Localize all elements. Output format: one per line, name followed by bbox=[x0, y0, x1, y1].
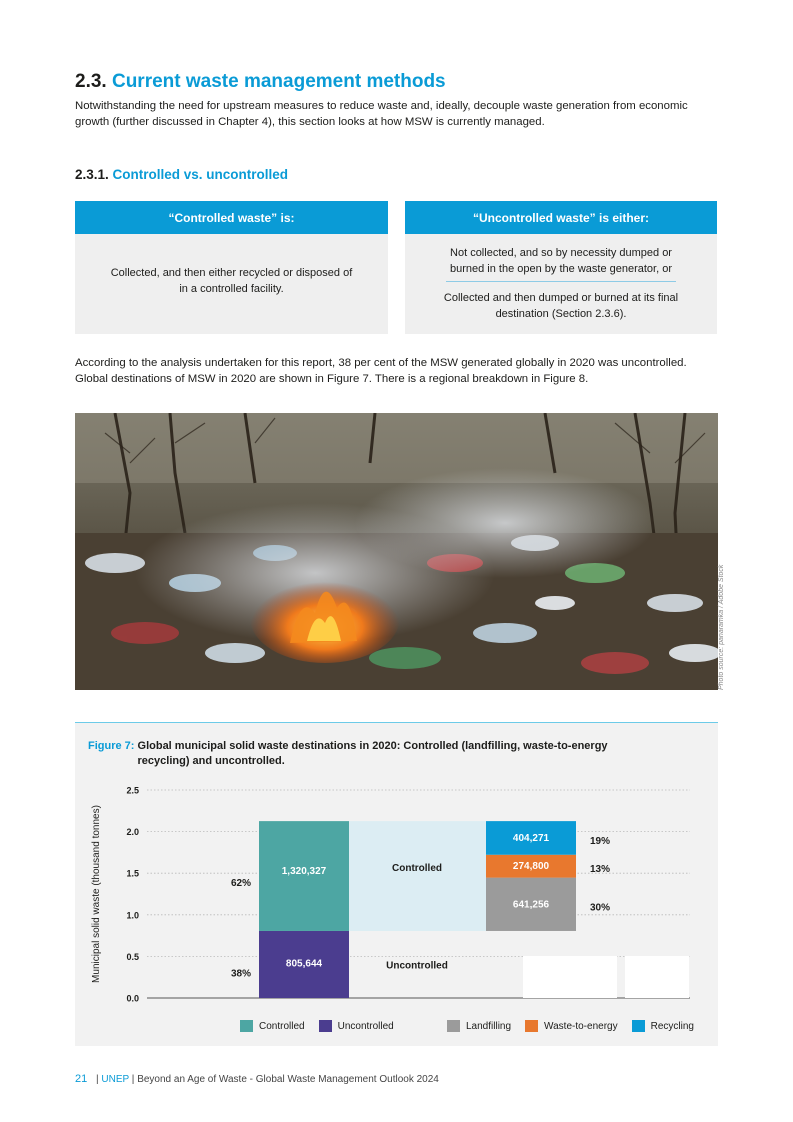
legend-swatch-uncontrolled bbox=[319, 1020, 332, 1032]
legend-swatch-waste-to-energy bbox=[525, 1020, 538, 1032]
legend-item-uncontrolled bbox=[319, 1020, 394, 1032]
band-label-controlled: Controlled bbox=[392, 862, 442, 874]
legend-swatch-recycling bbox=[632, 1020, 645, 1032]
legend-label-uncontrolled: Uncontrolled bbox=[337, 1020, 394, 1032]
subsection-number: 2.3.1. bbox=[75, 167, 109, 182]
figure-title: Global municipal solid waste destinations in 2020: Controlled (landfilling, waste-to-energy recycling) and uncontrolled. bbox=[137, 740, 608, 767]
y-axis-label: Municipal solid waste (thousand tonnes) bbox=[91, 805, 102, 983]
section-number: 2.3. bbox=[75, 71, 107, 92]
section-heading bbox=[75, 71, 446, 93]
subsection-title: Controlled vs. uncontrolled bbox=[112, 167, 289, 182]
figure-label: Figure 7: bbox=[88, 740, 135, 752]
data-label-controlled: 1,320,327 bbox=[281, 866, 327, 878]
controlled-box-text: Collected, and then either recycled or disposed of in a controlled facility. bbox=[110, 267, 353, 295]
section-title: Current waste management methods bbox=[111, 71, 446, 92]
footer-separator: | bbox=[129, 1074, 138, 1085]
percent-label-uncontrolled: 38% bbox=[230, 968, 251, 980]
data-label-waste-to-energy: 274,800 bbox=[512, 861, 550, 873]
controlled-box-heading: “Controlled waste” is: bbox=[75, 201, 388, 234]
percent-label-controlled: 62% bbox=[230, 878, 251, 890]
y-tick-label: 2.0 bbox=[126, 827, 139, 838]
uncontrolled-option-a: Not collected, and so by necessity dumped or burned in the open by the waste generator, or bbox=[450, 247, 672, 275]
y-tick-label: 1.0 bbox=[126, 910, 139, 921]
box-divider bbox=[446, 281, 676, 282]
controlled-definition-box bbox=[75, 201, 388, 334]
percent-label-landfilling: 30% bbox=[590, 902, 611, 914]
chart-legend-right bbox=[447, 1019, 694, 1033]
legend-swatch-landfilling bbox=[447, 1020, 460, 1032]
uncontrolled-definition-box bbox=[405, 201, 717, 334]
photo-credit: Photo source: panaramka / Adobe Stock bbox=[718, 564, 725, 690]
legend-swatch-controlled bbox=[240, 1020, 253, 1032]
page-number: 21 bbox=[75, 1073, 88, 1085]
controlled-band bbox=[349, 821, 486, 931]
data-label-landfilling: 641,256 bbox=[512, 899, 550, 911]
page-footer bbox=[75, 1073, 439, 1085]
y-tick-label: 0.5 bbox=[126, 951, 139, 962]
legend-bg-patch bbox=[523, 956, 617, 998]
legend-item-controlled bbox=[240, 1020, 305, 1032]
legend-label-recycling: Recycling bbox=[650, 1020, 694, 1032]
photo-illustration bbox=[75, 413, 718, 690]
footer-title: Beyond an Age of Waste - Global Waste Management Outlook 2024 bbox=[137, 1074, 439, 1085]
uncontrolled-option-b: Collected and then dumped or burned at its final destination (Section 2.3.6). bbox=[443, 292, 679, 320]
legend-item-landfilling bbox=[447, 1020, 511, 1032]
percent-label-recycling: 19% bbox=[590, 835, 611, 847]
chart-legend-left bbox=[240, 1019, 408, 1033]
data-label-recycling: 404,271 bbox=[512, 832, 550, 844]
footer-separator: | bbox=[96, 1074, 102, 1085]
waste-destinations-chart bbox=[75, 723, 718, 1047]
legend-label-controlled: Controlled bbox=[259, 1020, 305, 1032]
percent-label-waste-to-energy: 13% bbox=[590, 864, 611, 876]
data-label-uncontrolled: 805,644 bbox=[285, 958, 323, 970]
figure-7 bbox=[75, 722, 718, 1046]
band-label-uncontrolled: Uncontrolled bbox=[386, 960, 448, 972]
y-tick-label: 1.5 bbox=[126, 868, 139, 879]
subsection-heading bbox=[75, 167, 288, 182]
y-tick-label: 2.5 bbox=[126, 785, 139, 796]
intro-paragraph: Notwithstanding the need for upstream measures to reduce waste and, ideally, decouple waste generation from economic growth (further discussed in Chapter 4), this section looks at how MSW is currently managed. bbox=[75, 100, 688, 128]
legend-label-waste-to-energy: Waste-to-energy bbox=[544, 1020, 618, 1032]
legend-label-landfilling: Landfilling bbox=[466, 1020, 512, 1032]
analysis-paragraph: According to the analysis undertaken for this report, 38 per cent of the MSW generated globally in 2020 was uncontrolled. Global destinations of MSW in 2020 are shown in Figure 7. There is a regional breakdown in Figure 8. bbox=[75, 357, 687, 385]
legend-bg-patch bbox=[625, 956, 689, 998]
y-tick-label: 0.0 bbox=[126, 993, 139, 1004]
footer-org: UNEP bbox=[101, 1074, 130, 1085]
burning-waste-photo bbox=[75, 413, 718, 690]
uncontrolled-box-heading: “Uncontrolled waste” is either: bbox=[405, 201, 717, 234]
legend-item-recycling bbox=[632, 1020, 694, 1032]
legend-item-waste-to-energy bbox=[525, 1020, 618, 1032]
